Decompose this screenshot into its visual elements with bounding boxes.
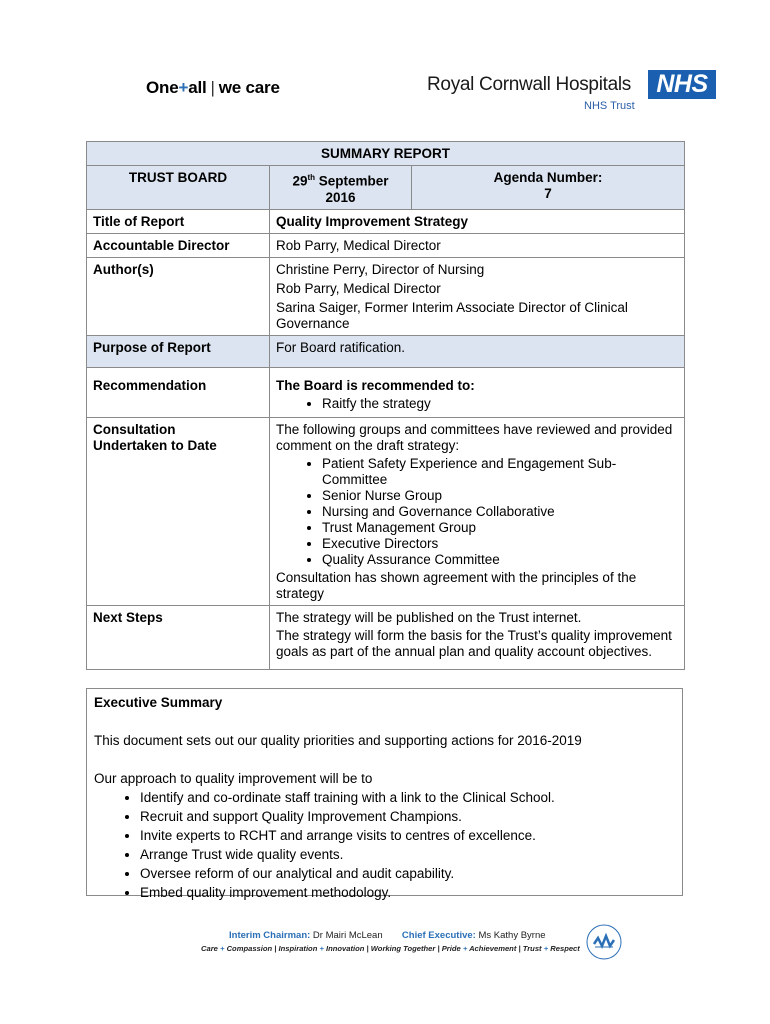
- executive-summary-title: Executive Summary: [94, 695, 223, 710]
- director-value: Rob Parry, Medical Director: [270, 233, 685, 257]
- list-item: • Patient Safety Experience and Engagement Sub-Committee: [322, 456, 678, 488]
- purpose-label: Purpose of Report: [87, 335, 270, 367]
- list-item: • Trust Management Group: [322, 520, 678, 536]
- board-name: TRUST BOARD: [87, 166, 270, 210]
- director-label: Accountable Director: [87, 233, 270, 257]
- one-plus-all-logo: One+all | we care: [146, 78, 280, 97]
- list-item: • Quality Assurance Committee: [322, 552, 678, 568]
- recommendation-label: Recommendation: [87, 367, 270, 417]
- disability-confident-seal-icon: [578, 922, 630, 962]
- title-label: Title of Report: [87, 209, 270, 233]
- executive-summary-intro: This document sets out our quality priorities and supporting actions for 2016-2019: [94, 733, 582, 748]
- executive-summary: [86, 688, 683, 900]
- recommendation-list: [276, 396, 678, 412]
- recommendation-value: The Board is recommended to: • Raitfy the strategy: [270, 367, 685, 417]
- footer-values: Care + Compassion | Inspiration + Innovation | Working Together | Pride + Achievement | Trust + Respect: [201, 944, 580, 953]
- purpose-value: For Board ratification.: [270, 335, 685, 367]
- list-item: • Recruit and support Quality Improvement Champions.: [140, 807, 675, 826]
- consultation-label: Consultation Undertaken to Date: [87, 417, 270, 605]
- list-item: • Executive Directors: [322, 536, 678, 552]
- executive-summary-list: [94, 788, 675, 902]
- page-footer: [0, 922, 770, 982]
- list-item: • Invite experts to RCHT and arrange visits to centres of excellence.: [140, 826, 675, 845]
- list-item: • Oversee reform of our analytical and audit capability.: [140, 864, 675, 883]
- list-item: • Embed quality improvement methodology.: [140, 883, 675, 902]
- authors-value: Christine Perry, Director of Nursing Rob Parry, Medical Director Sarina Saiger, Former Interim Associate Director of Clinical Governance: [270, 257, 685, 335]
- next-steps-label: Next Steps: [87, 605, 270, 669]
- nhs-logo: NHS: [648, 70, 716, 99]
- next-steps-value: The strategy will be published on the Trust internet. The strategy will form the basis for the Trust’s quality improvement goals as part of the annual plan and quality account objectives.: [270, 605, 685, 669]
- title-value: Quality Improvement Strategy: [270, 209, 685, 233]
- list-item: • Arrange Trust wide quality events.: [140, 845, 675, 864]
- footer-officers: Interim Chairman: Dr Mairi McLean Chief Executive: Ms Kathy Byrne: [229, 930, 546, 941]
- list-item: • Senior Nurse Group: [322, 488, 678, 504]
- org-name: Royal Cornwall Hospitals: [427, 74, 631, 95]
- consultation-value: The following groups and committees have reviewed and provided comment on the draft strategy: • Patient Safety Experience and Engagement Sub-Committee • Senior Nurse Group • Nursing and Governance Collaborative • Trust Management Group • Executive Directors • Quality Assurance Committee Consultation has shown agreement with the principles of the strategy: [270, 417, 685, 605]
- agenda-number: Agenda Number: 7: [412, 166, 685, 210]
- org-trust: NHS Trust: [584, 100, 635, 112]
- executive-summary-approach: Our approach to quality improvement will be to: [94, 771, 373, 786]
- page-header: [0, 66, 770, 116]
- summary-table: [86, 141, 685, 670]
- summary-title: SUMMARY REPORT: [87, 142, 685, 166]
- authors-label: Author(s): [87, 257, 270, 335]
- list-item: • Raitfy the strategy: [322, 396, 678, 412]
- consultation-list: [276, 456, 678, 568]
- list-item: • Identify and co-ordinate staff training with a link to the Clinical School.: [140, 788, 675, 807]
- report-date: 29th September 2016: [270, 166, 412, 210]
- list-item: • Nursing and Governance Collaborative: [322, 504, 678, 520]
